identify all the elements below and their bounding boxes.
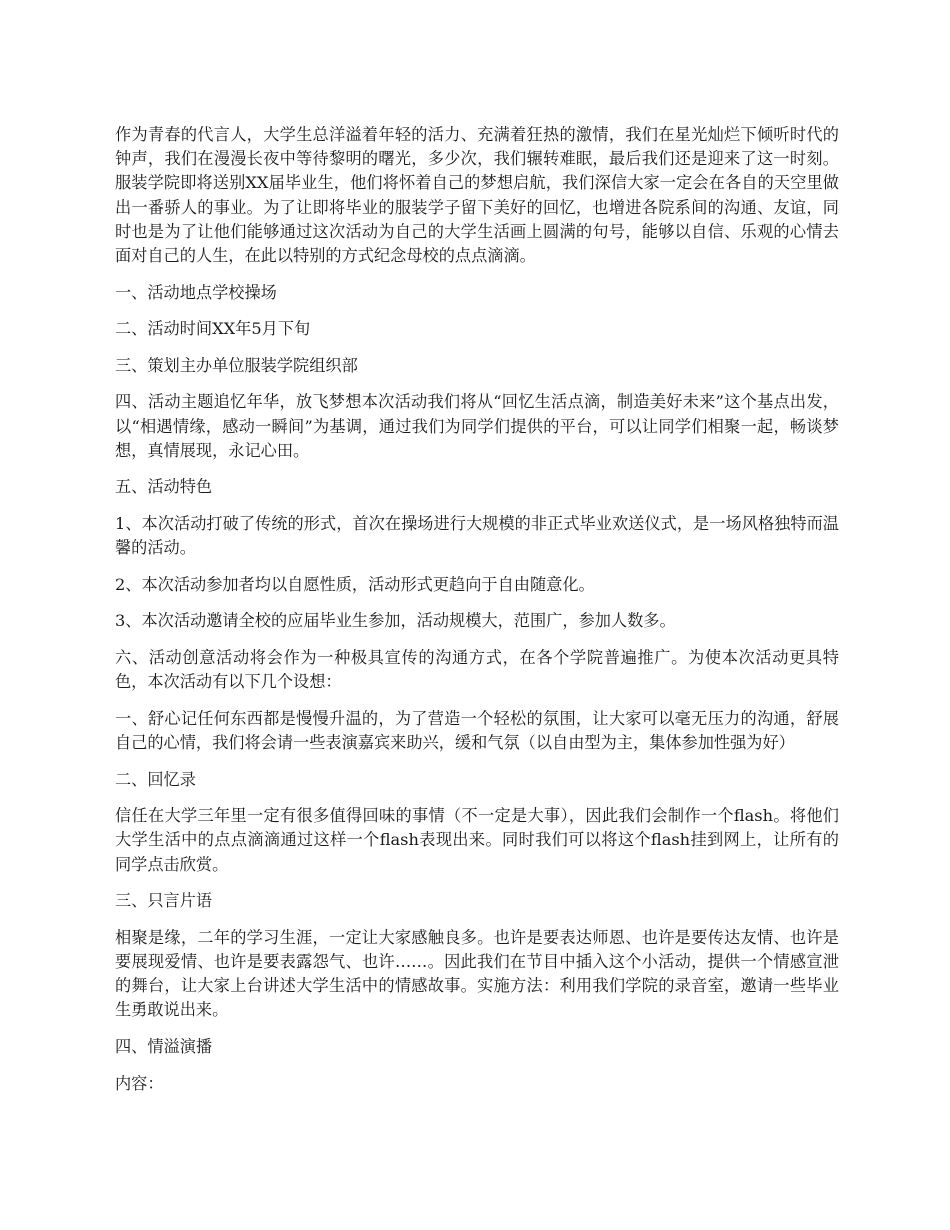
document-body <box>115 123 839 1108</box>
idea-heading-4: 四、情溢演播 <box>115 1036 213 1056</box>
intro-paragraph: 作为青春的代言人，大学生总洋溢着年轻的活力、充满着狂热的激情，我们在星光灿烂下倾听时代的钟声，我们在漫漫长夜中等待黎明的曙光，多少次，我们辗转难眠，最后我们还是迎来了这一时刻。服装学院即将送别XX届毕业生，他们将怀着自己的梦想启航，我们深信大家一定会在各自的天空里做出一番骄人的事业。为了让即将毕业的服装学子留下美好的回忆，也增进各院系间的沟通、友谊，同时也是为了让他们能够通过这次活动为自己的大学生活画上圆满的句号，能够以自信、乐观的心情去面对自己的人生，在此以特别的方式纪念母校的点点滴滴。 <box>115 125 839 266</box>
section-venue: 一、活动地点学校操场 <box>115 282 277 302</box>
idea-heading-2: 二、回忆录 <box>115 769 196 789</box>
content-label: 内容： <box>115 1073 164 1093</box>
feature-item-1: 1、本次活动打破了传统的形式，首次在操场进行大规模的非正式毕业欢送仪式，是一场风格独特而温馨的活动。 <box>115 513 839 558</box>
idea-item-1: 一、舒心记任何东西都是慢慢升温的，为了营造一个轻松的氛围，让大家可以毫无压力的沟通，舒展自己的心情，我们将会请一些表演嘉宾来助兴，缓和气氛（以自由型为主，集体参加性强为好） <box>115 708 839 752</box>
feature-item-2: 2、本次活动参加者均以自愿性质，活动形式更趋向于自由随意化。 <box>115 574 595 594</box>
idea-heading-3: 三、只言片语 <box>115 891 213 911</box>
section-theme: 四、活动主题追忆年华，放飞梦想本次活动我们将从“回忆生活点滴，制造美好未来”这个基点出发，以“相遇情缘，感动一瞬间”为基调，通过我们为同学们提供的平台，可以让同学们相聚一起，畅谈梦想，真情展现，永记心田。 <box>115 392 839 460</box>
idea-item-2: 信任在大学三年里一定有很多值得回味的事情（不一定是大事），因此我们会制作一个flash。将他们大学生活中的点点滴滴通过这样一个flash表现出来。同时我们可以将这个flash挂到网上，让所有的同学点击欣赏。 <box>115 806 839 874</box>
section-features-heading: 五、活动特色 <box>115 477 213 497</box>
feature-item-3: 3、本次活动邀请全校的应届毕业生参加，活动规模大，范围广，参加人数多。 <box>115 611 676 631</box>
idea-item-3: 相聚是缘，二年的学习生涯，一定让大家感触良多。也许是要表达师恩、也许是要传达友情、也许是要展现爱情、也许是要表露怨气、也许……。因此我们在节目中插入这个小活动，提供一个情感宣泄的舞台，让大家上台讲述大学生活中的情感故事。实施方法：利用我们学院的录音室，邀请一些毕业生勇敢说出来。 <box>115 927 839 1020</box>
section-time: 二、活动时间XX年5月下旬 <box>115 319 311 339</box>
section-organizer: 三、策划主办单位服装学院组织部 <box>115 355 358 375</box>
section-ideas: 六、活动创意活动将会作为一种极具宣传的沟通方式，在各个学院普遍推广。为使本次活动更具特色，本次活动有以下几个设想： <box>115 647 839 692</box>
